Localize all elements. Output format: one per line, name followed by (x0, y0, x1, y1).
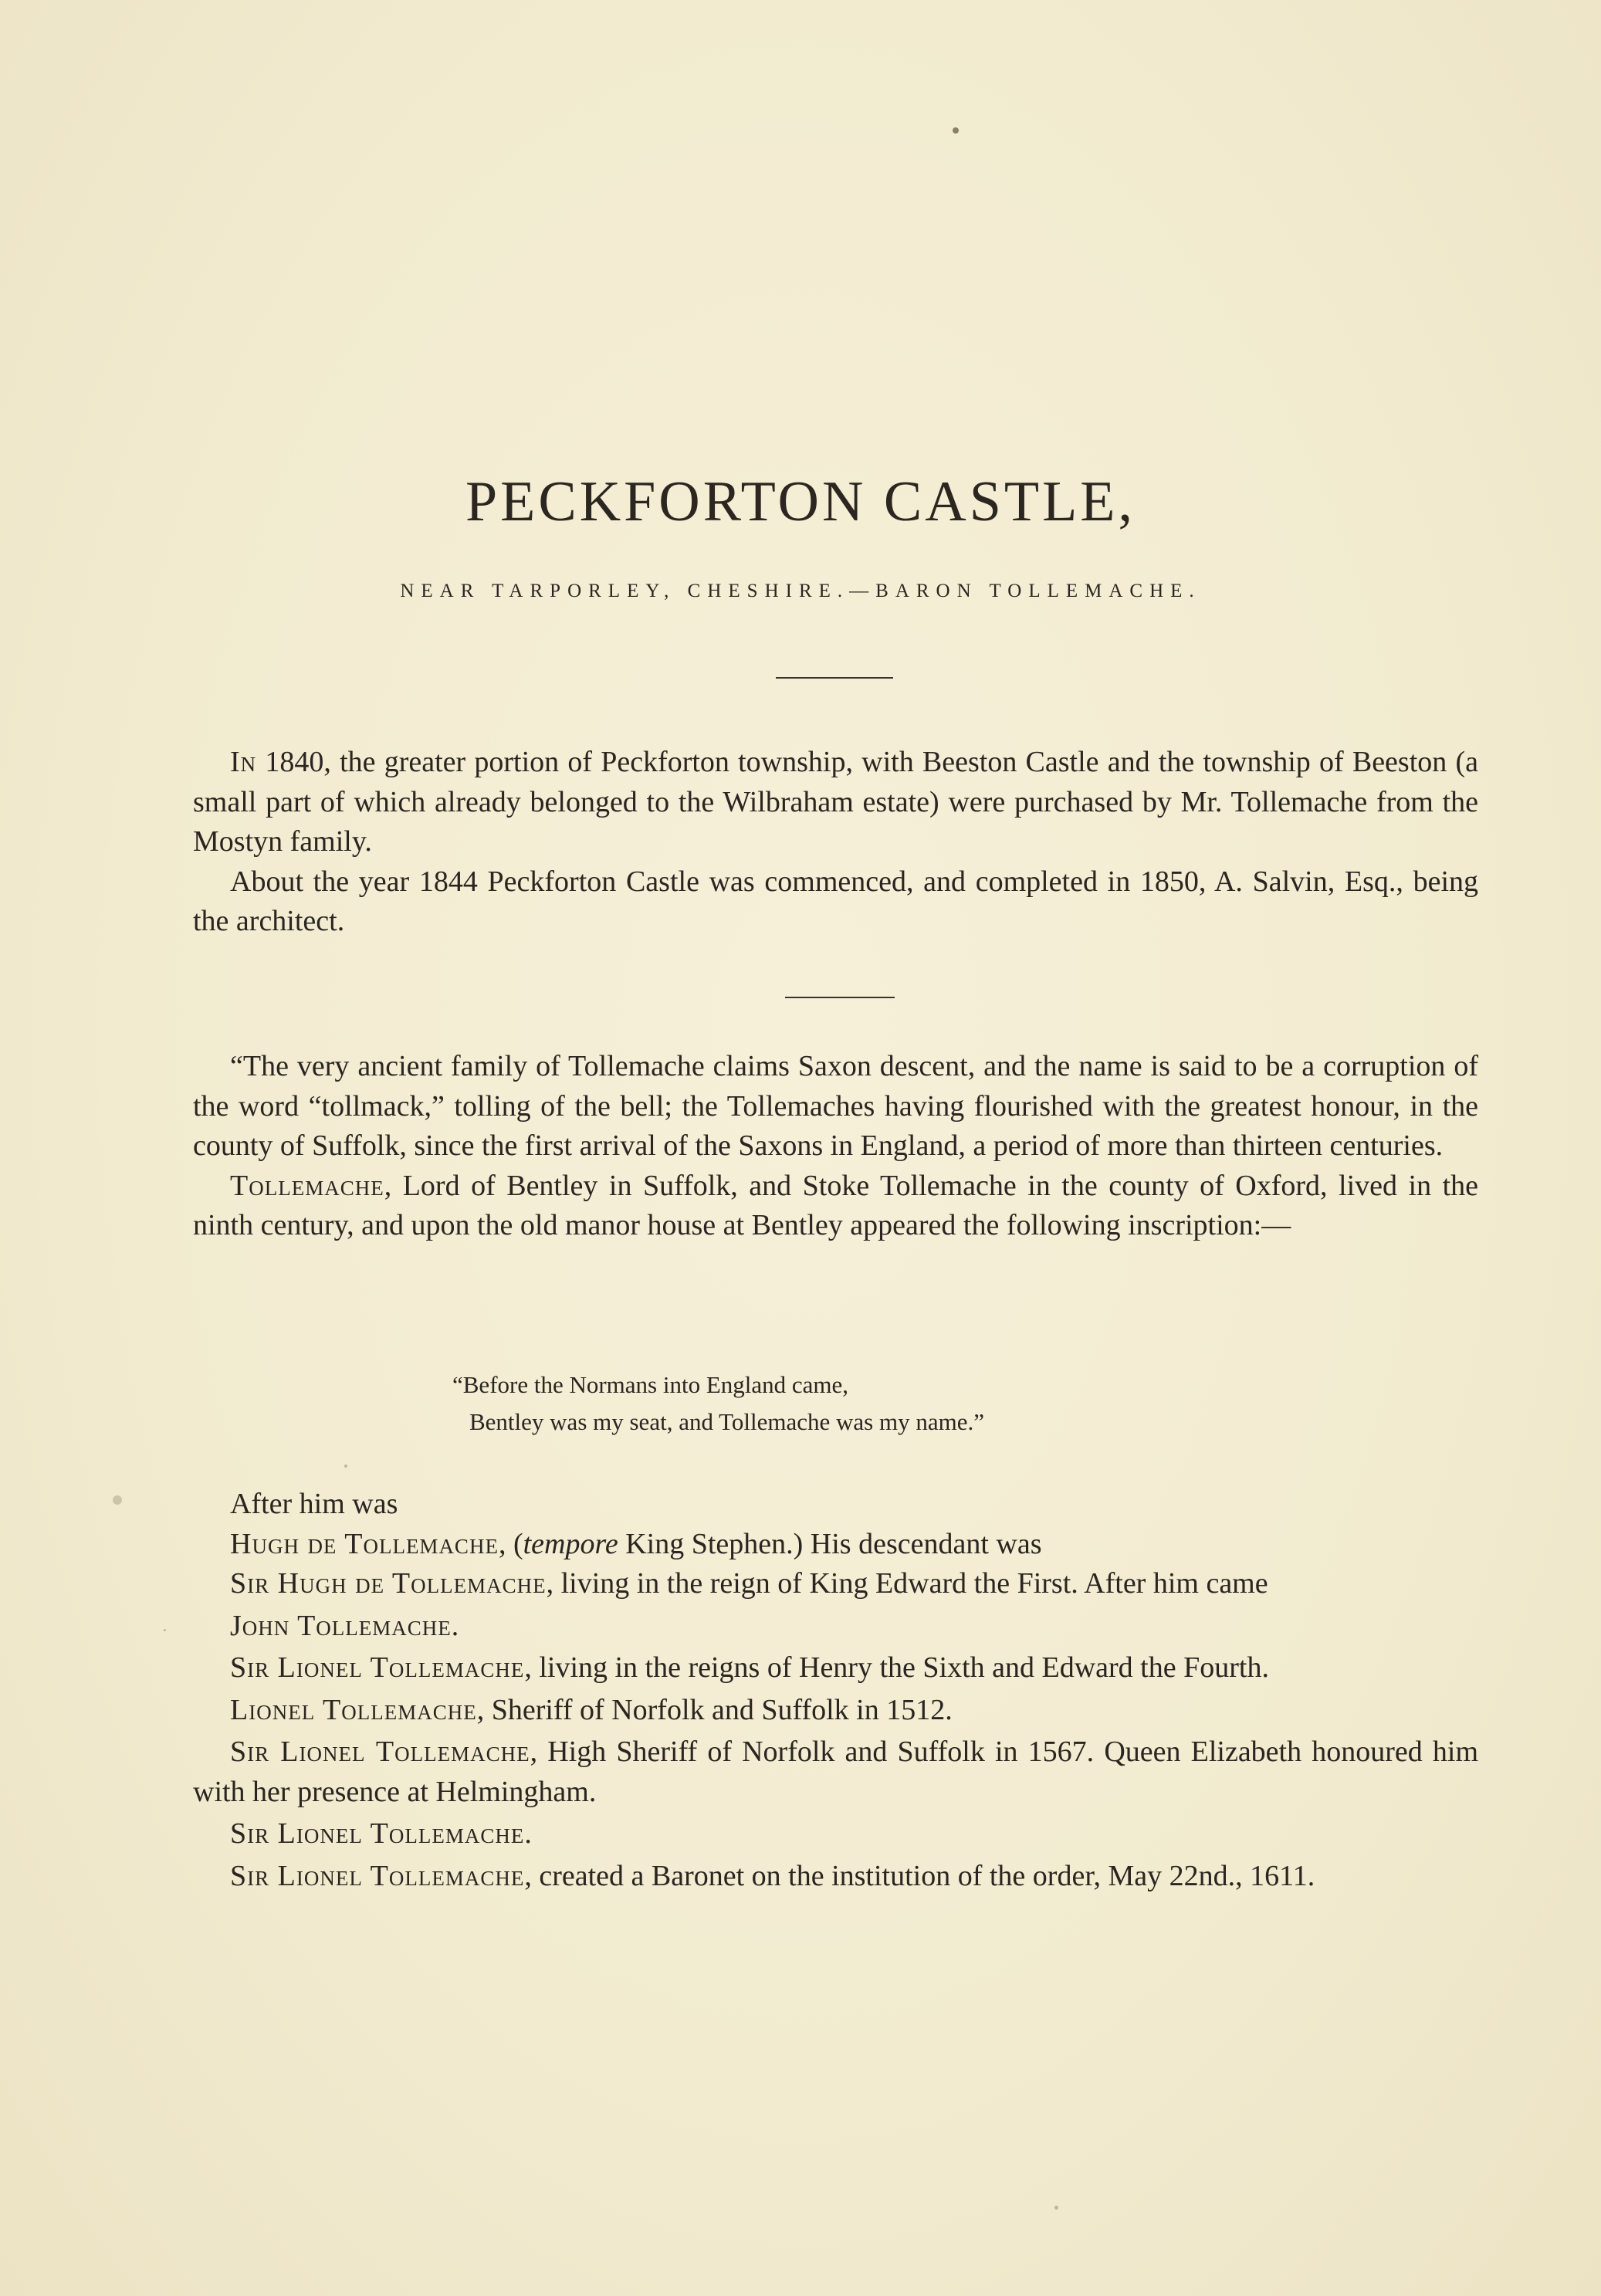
divider-rule (776, 677, 893, 679)
paper-speck (344, 1465, 347, 1468)
entry-italic: tempore (523, 1527, 618, 1560)
paper-speck (953, 127, 959, 134)
intro-paragraph: About the year 1844 Peckforton Castle was commenced, and completed in 1850, A. Salvin, Esq., being the architect. (193, 865, 1478, 937)
entry-text: . (524, 1817, 532, 1850)
lineage-entry (193, 1648, 1478, 1688)
entry-text: King Stephen.) His descendant was (618, 1527, 1042, 1560)
entry-text: , Sheriff of Norfolk and Suffolk in 1512. (476, 1693, 953, 1726)
inscription-line: “Before the Normans into England came, (452, 1371, 849, 1398)
lineage-entry (193, 1857, 1478, 1897)
lineage-entry (193, 1525, 1478, 1565)
lineage-entry (193, 1732, 1478, 1812)
entry-text: , living in the reign of King Edward the First. After him came (546, 1567, 1268, 1600)
lineage-entry (193, 1607, 1478, 1647)
entry-text: , High Sheriff of Norfolk and Suffolk in 1567. Queen Elizabeth honoured him with her presence at Helmingham. (193, 1736, 1479, 1808)
history-paragraph: “The very ancient family of Tollemache claims Saxon descent, and the name is said to be a corruption of the word “tollmack,” tolling of the bell; the Tollemaches having flourished with the greatest honour, in the county of Suffolk, since the first arrival of the Saxons in England, a period of more than thirteen centuries. (193, 1050, 1478, 1162)
person-name: John Tollemache (230, 1609, 452, 1642)
history-section (193, 1047, 1478, 1246)
page-title: PECKFORTON CASTLE, (465, 470, 1136, 533)
lineage-entry (193, 1564, 1478, 1604)
intro-paragraph (193, 743, 1478, 862)
inscription-quote (452, 1366, 984, 1441)
lineage-entry (193, 1691, 1478, 1731)
person-name: Lionel Tollemache (230, 1693, 477, 1726)
inscription-line: Bentley was my seat, and Tollemache was my name.” (469, 1408, 984, 1435)
paragraph-text: , Lord of Bentley in Suffolk, and Stoke Tollemache in the county of Oxford, lived in the ninth century, and upon the old manor house at Bentley appeared the following inscription:— (193, 1169, 1478, 1241)
entry-text: , ( (498, 1527, 523, 1560)
person-name: Sir Hugh de Tollemache (230, 1567, 547, 1600)
paper-speck (113, 1495, 122, 1505)
page-subtitle: NEAR TARPORLEY, CHESHIRE.—BARON TOLLEMACHE. (400, 581, 1201, 601)
person-name: Hugh de Tollemache (230, 1527, 499, 1560)
person-name: Sir Lionel Tollemache (230, 1817, 525, 1850)
paragraph-text: 1840, the greater portion of Peckforton township, with Beeston Castle and the township of Beeston (a small part of which already belonged to the Wilbraham estate) were purchased by Mr. Tollemache from the Mostyn family. (193, 746, 1478, 858)
lineage-entry (193, 1814, 1478, 1854)
person-name: Sir Lionel Tollemache (230, 1859, 525, 1892)
paper-speck (1054, 2206, 1058, 2210)
person-name: Sir Lionel Tollemache (230, 1736, 530, 1768)
drop-word: In (230, 746, 257, 778)
lineage-list (193, 1485, 1478, 1896)
paper-speck (164, 1629, 166, 1631)
person-name: Tollemache (230, 1169, 384, 1202)
entry-text: , created a Baronet on the institution of the order, May 22nd., 1611. (524, 1859, 1315, 1892)
intro-section (193, 743, 1478, 942)
person-name: Sir Lionel Tollemache (230, 1651, 525, 1684)
entry-text: , living in the reigns of Henry the Sixth and Edward the Fourth. (524, 1651, 1269, 1684)
history-paragraph (193, 1167, 1478, 1246)
lineage-intro: After him was (230, 1488, 398, 1520)
entry-text: . (451, 1609, 459, 1642)
divider-rule (785, 997, 895, 998)
